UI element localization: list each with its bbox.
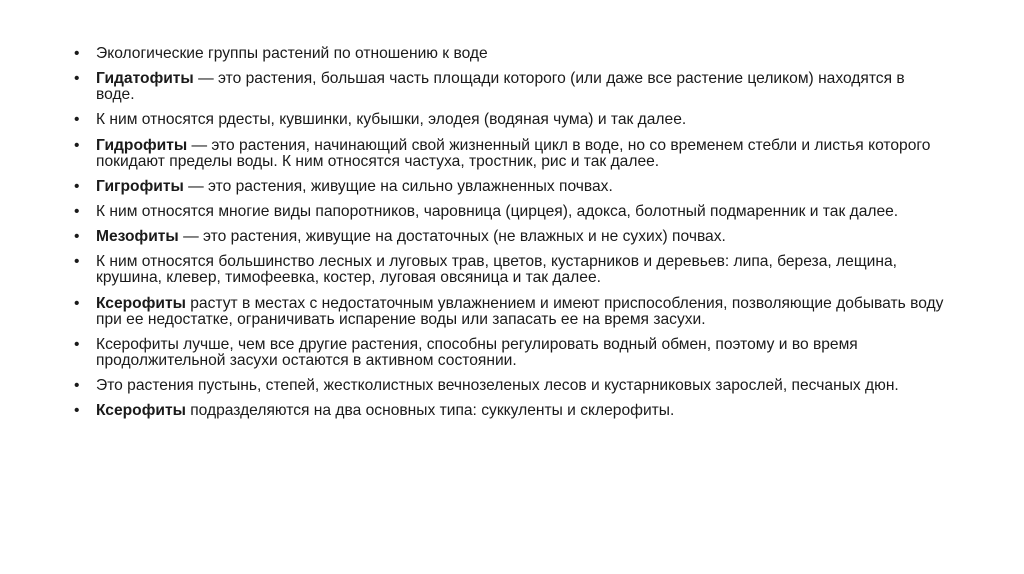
item-text: Экологические группы растений по отношению к воде [96, 45, 488, 62]
list-item [74, 46, 944, 62]
bullet-icon: • [74, 294, 80, 312]
item-text: К ним относятся многие виды папоротников, чаровница (цирцея), адокса, болотный подмаренник и так далее. [96, 202, 899, 220]
term: Ксерофиты [96, 294, 186, 312]
bullet-icon: • [74, 253, 80, 271]
bullet-icon: • [74, 402, 80, 420]
item-text: К ним относятся большинство лесных и луговых трав, цветов, кустарников и деревьев: липа, береза, лещина, крушина, клевер, тимофеевка, костер, луговая овсяница и так далее. [96, 253, 897, 287]
term: Гидрофиты [96, 136, 188, 154]
list-item [74, 138, 944, 170]
list-item [74, 204, 944, 220]
item-text: подразделяются на два основных типа: суккуленты и склерофиты. [185, 402, 675, 420]
bullet-list [74, 46, 944, 428]
list-item [74, 179, 944, 195]
list-item [74, 296, 944, 328]
bullet-icon: • [74, 70, 80, 88]
term: Мезофиты [96, 228, 179, 246]
item-text: Ксерофиты лучше, чем все другие растения, способны регулировать водный обмен, поэтому и во время продолжительной засухи остаются в активном состоянии. [96, 335, 858, 369]
bullet-icon: • [74, 111, 80, 129]
item-text: — это растения, начинающий свой жизненный цикл в воде, но со временем стебли и листья которого покидают пределы воды. К ним относятся частуха, тростник, рис и так далее. [96, 136, 931, 170]
bullet-icon: • [74, 136, 80, 154]
list-item [74, 229, 944, 245]
item-text: — это растения, живущие на сильно увлажненных почвах. [183, 177, 613, 195]
term: Ксерофиты [96, 402, 186, 420]
list-item [74, 378, 944, 394]
bullet-icon: • [74, 335, 80, 353]
list-item [74, 403, 944, 419]
item-text: К ним относятся рдесты, кувшинки, кубышки, элодея (водяная чума) и так далее. [96, 111, 687, 129]
term: Гигрофиты [96, 177, 184, 195]
item-text: растут в местах с недостаточным увлажнением и имеют приспособления, позволяющие добывать воду при ее недостатке, ограничивать испарение воды или запасать ее на время засухи. [96, 294, 944, 328]
item-text: — это растения, большая часть площади которого (или даже все растение целиком) находятся в воде. [96, 70, 905, 104]
bullet-icon: • [74, 228, 80, 246]
item-text: — это растения, живущие на достаточных (не влажных и не сухих) почвах. [178, 228, 726, 246]
bullet-icon: • [74, 202, 80, 220]
bullet-icon: • [74, 177, 80, 195]
bullet-icon: • [74, 45, 80, 62]
bullet-icon: • [74, 376, 80, 394]
list-item [74, 112, 944, 128]
list-item [74, 254, 944, 286]
list-item [74, 71, 944, 103]
item-text: Это растения пустынь, степей, жестколистных вечнозеленых лесов и кустарниковых зарослей, песчаных дюн. [96, 376, 899, 394]
list-item [74, 337, 944, 369]
term: Гидатофиты [96, 70, 194, 88]
